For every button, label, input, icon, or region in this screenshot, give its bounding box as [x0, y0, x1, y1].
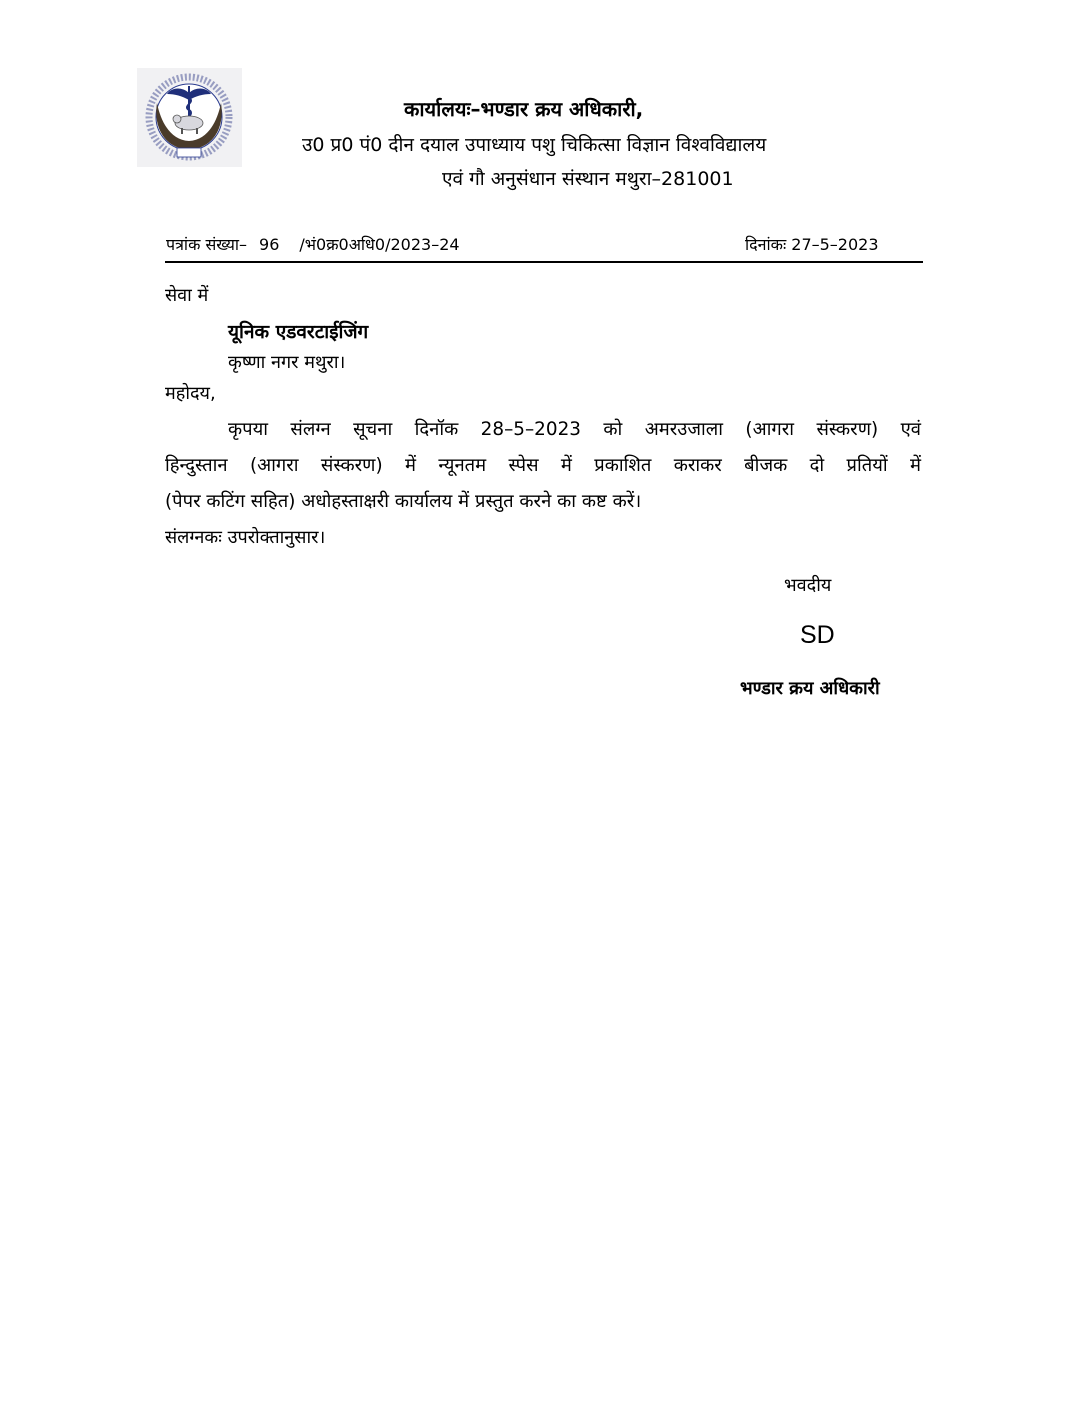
recipient-address: कृष्णा नगर मथुरा। [228, 352, 346, 373]
reference-code: /भं0क्र0अधि0/2023–24 [299, 235, 460, 254]
reference-label: पत्रांक संख्या– [166, 235, 248, 254]
office-title: कार्यालयः–भण्डार क्रय अधिकारी, [404, 97, 644, 121]
body-line-3: (पेपर कटिंग सहित) अधोहस्ताक्षरी कार्यालय में प्रस्तुत करने का कष्ट करें। [165, 491, 642, 512]
body-line-1: कृपया संलग्न सूचना दिनॉक 28–5–2023 को अमरउजाला (आगरा संस्करण) एवं [228, 419, 921, 440]
university-name: उ0 प्र0 पं0 दीन दयाल उपाध्याय पशु चिकित्सा विज्ञान विश्वविद्यालय [302, 134, 767, 156]
signatory-designation: भण्डार क्रय अधिकारी [740, 678, 880, 699]
recipient-name: यूनिक एडवरटाईजिंग [228, 321, 369, 343]
reference-value: 96 [259, 235, 280, 254]
body-paragraph [165, 412, 921, 520]
closing-phrase: भवदीय [784, 575, 832, 596]
institute-name: एवं गौ अनुसंधान संस्थान मथुरा–281001 [442, 168, 734, 190]
letter-date: दिनांकः 27–5–2023 [745, 235, 879, 254]
reference-number [166, 233, 460, 255]
header-divider [165, 261, 923, 263]
greeting: महोदय, [165, 383, 216, 404]
body-line-2: हिन्दुस्तान (आगरा संस्करण) में न्यूनतम स्पेस में प्रकाशित कराकर बीजक दो प्रतियों में [165, 455, 921, 476]
addressed-to: सेवा में [165, 285, 209, 306]
signature: SD [800, 621, 835, 649]
university-emblem-icon [137, 68, 242, 167]
enclosure-note: संलग्नकः उपरोक्तानुसार। [165, 527, 326, 548]
